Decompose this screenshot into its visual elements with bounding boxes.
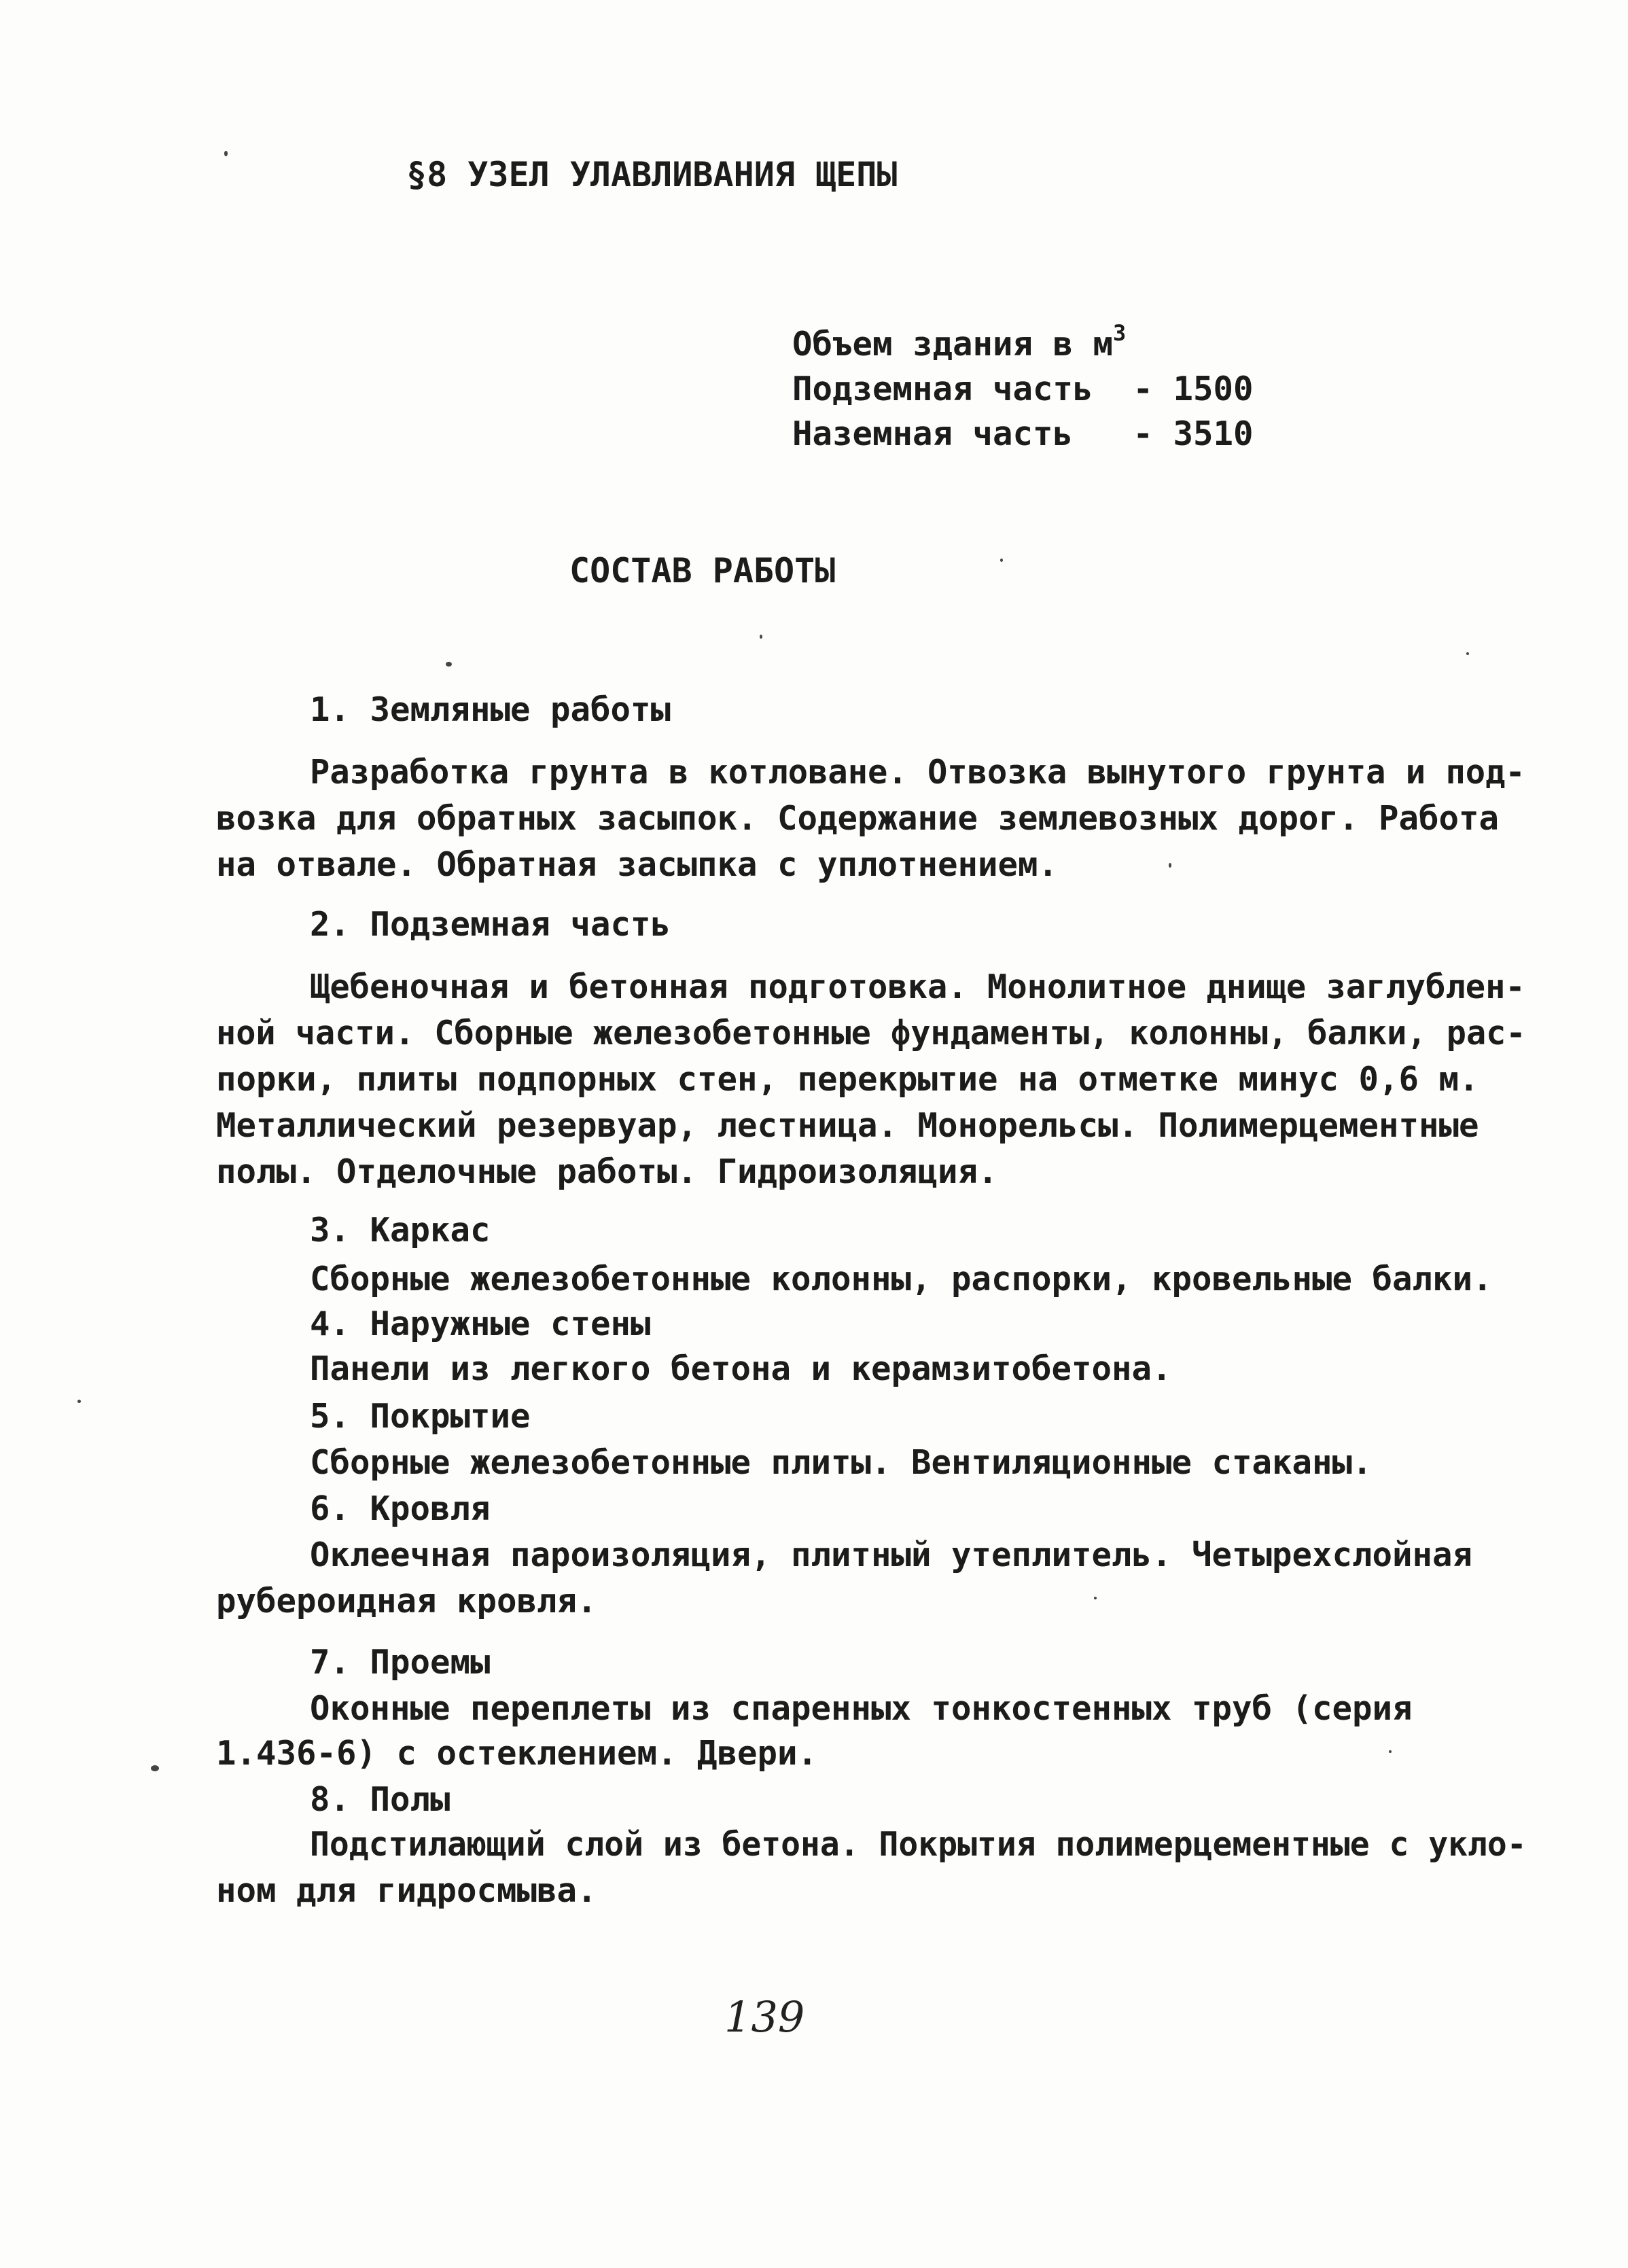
text-line: порки, плиты подпорных стен, перекрытие на отметке минус 0,6 м. xyxy=(216,1060,1479,1099)
scan-speck xyxy=(446,662,452,667)
scan-speck xyxy=(1466,652,1469,655)
item-heading-exterior-walls: 4. Наружные стены xyxy=(310,1305,651,1343)
item-heading-underground: 2. Подземная часть xyxy=(310,905,671,944)
item-heading-floors: 8. Полы xyxy=(310,1780,450,1819)
text-line: Панели из легкого бетона и керамзитобетона. xyxy=(310,1349,1172,1388)
section-title: §8 УЗЕЛ УЛАВЛИВАНИЯ ЩЕПЫ xyxy=(406,155,898,194)
item-heading-covering: 5. Покрытие xyxy=(310,1397,531,1436)
text-line: Щебеночная и бетонная подготовка. Монолитное днище заглублен- xyxy=(310,968,1525,1006)
text-line: возка для обратных засыпок. Содержание землевозных дорог. Работа xyxy=(216,799,1500,838)
volume-underground: Подземная часть - 1500 xyxy=(792,370,1254,408)
item-heading-openings: 7. Проемы xyxy=(310,1643,491,1682)
scan-speck xyxy=(151,1765,159,1771)
text-line: Сборные железобетонные колонны, распорки, кровельные балки. xyxy=(310,1260,1493,1298)
page-number: 139 xyxy=(724,1992,805,2042)
volume-aboveground: Наземная часть - 3510 xyxy=(792,414,1254,453)
text-line: Подстилающий слой из бетона. Покрытия полимерцементные с укло- xyxy=(310,1825,1527,1864)
text-line: Металлический резервуар, лестница. Монорельсы. Полимерцементные xyxy=(216,1106,1479,1145)
scan-speck xyxy=(1000,559,1003,562)
scan-speck xyxy=(1094,1597,1097,1599)
text-line: ной части. Сборные железобетонные фундаменты, колонны, балки, рас- xyxy=(216,1014,1526,1052)
scan-speck xyxy=(1389,1750,1392,1753)
item-heading-frame: 3. Каркас xyxy=(310,1211,491,1250)
text-line: рубероидная кровля. xyxy=(216,1582,597,1620)
volume-heading-text: Объем здания в м xyxy=(792,325,1114,364)
scan-speck xyxy=(224,151,228,156)
text-line: полы. Отделочные работы. Гидроизоляция. xyxy=(216,1152,998,1191)
work-composition-heading: СОСТАВ РАБОТЫ xyxy=(569,551,836,590)
volume-heading xyxy=(792,320,1127,364)
text-line: Разработка грунта в котловане. Отвозка вынутого грунта и под- xyxy=(310,753,1525,792)
scan-speck xyxy=(1169,863,1171,868)
item-heading-earthworks: 1. Земляные работы xyxy=(310,690,671,729)
text-line: на отвале. Обратная засыпка с уплотнением. xyxy=(216,845,1059,884)
text-line: 1.436-6) с остеклением. Двери. xyxy=(216,1734,818,1773)
item-heading-roofing: 6. Кровля xyxy=(310,1489,491,1528)
volume-unit-superscript: 3 xyxy=(1113,320,1127,346)
text-line: Оклеечная пароизоляция, плитный утеплитель. Четырехслойная xyxy=(310,1536,1473,1574)
scan-speck xyxy=(77,1400,81,1403)
text-line: Сборные железобетонные плиты. Вентиляционные стаканы. xyxy=(310,1443,1373,1482)
text-line: ном для гидросмыва. xyxy=(216,1871,597,1910)
text-line: Оконные переплеты из спаренных тонкостенных труб (серия xyxy=(310,1689,1413,1728)
scan-speck xyxy=(760,635,762,639)
